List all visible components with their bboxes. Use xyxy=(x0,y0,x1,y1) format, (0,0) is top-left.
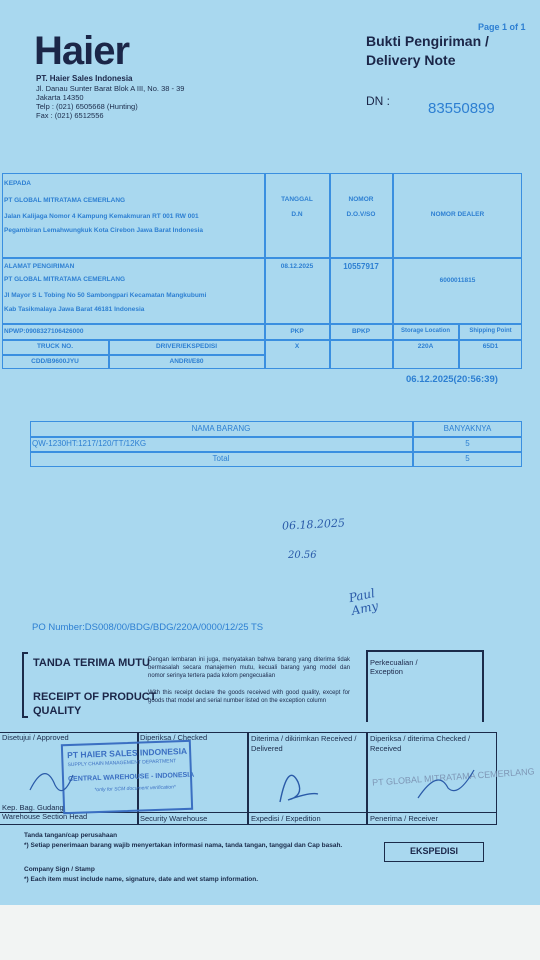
item-qty: 5 xyxy=(465,439,470,448)
doc-title xyxy=(366,32,489,70)
print-timestamp: 06.12.2025(20:56:39) xyxy=(406,374,498,385)
storage-value: 220A xyxy=(417,343,434,350)
doc-title-line: Delivery Note xyxy=(366,52,456,68)
nomor-value: 10557917 xyxy=(343,262,379,271)
alamat-address: Kab Tasikmalaya Jawa Barat 46181 Indonesia xyxy=(4,306,145,313)
haier-logo: Haier xyxy=(34,29,130,73)
receipt-text-id: Dengan lembaran ini juga, menyatakan bahwa barang yang diterima tidak bermasalah secara manajemen mutu, kecuali barang yang model dan nomor serinya tertera pada kolom pengecualian xyxy=(148,657,350,679)
receipt-text-en: With this receipt declare the goods received with good quality, except for goods that model and serial number listed on the exception column xyxy=(148,690,350,704)
alamat-label: ALAMAT PENGIRIMAN xyxy=(4,263,75,270)
pkp-label: PKP xyxy=(290,328,304,335)
alamat-name: PT GLOBAL MITRATAMA CEMERLANG xyxy=(4,276,126,283)
footer-note: *) Setiap penerimaan barang wajib menyertakan informasi nama, tanda tangan, tanggal dan Cap basah. xyxy=(24,842,343,849)
npwp: NPWP:0908327106426000 xyxy=(4,328,84,335)
address-line: Telp : (021) 6505668 (Hunting) xyxy=(36,102,138,111)
approved-label: Disetujui / Approved xyxy=(2,733,69,742)
alamat-address: Jl Mayor S L Tobing No 50 Sambongpari Kecamatan Mangkubumi xyxy=(4,292,207,299)
receipt-title-en xyxy=(33,690,156,718)
company-name: PT. Haier Sales Indonesia xyxy=(36,74,133,83)
po-number: PO Number:DS008/00/BDG/BDG/220A/0000/12/25 TS xyxy=(32,622,264,633)
expedition-label: Expedisi / Expedition xyxy=(251,814,321,823)
handwritten-date: 06.18.2025 xyxy=(281,516,346,533)
received-label: Diperiksa / diterima Checked / Received xyxy=(370,734,471,753)
warehouse-head-line: Warehouse Section Head xyxy=(2,812,88,821)
pkp-value: X xyxy=(294,343,300,350)
col-banyaknya: BANYAKNYA xyxy=(443,424,492,433)
stamp-text: CENTRAL WAREHOUSE - INDONESIA xyxy=(67,771,195,784)
receiver-stamp: PT GLOBAL MITRATAMA CEMERLANG xyxy=(371,766,535,788)
footer-note: *) Each item must include name, signature, date and wet stamp information. xyxy=(24,876,259,883)
receipt-left-bracket xyxy=(22,652,28,718)
storage-location-label: Storage Location xyxy=(400,328,450,334)
receiver-signature xyxy=(418,770,474,798)
doc-title-line: Bukti Pengiriman / xyxy=(366,33,489,49)
handwritten-time: 20.56 xyxy=(288,550,317,561)
dn-label: DN : xyxy=(366,94,390,108)
kepada-name: PT GLOBAL MITRATAMA CEMERLANG xyxy=(4,197,126,204)
dn-number: 83550899 xyxy=(428,100,495,117)
receipt-title-id: TANDA TERIMA MUTU xyxy=(33,657,150,669)
driver-value: ANDRI/E80 xyxy=(169,358,204,365)
checked-label: Diperiksa / Checked xyxy=(140,733,208,742)
address-line: Jakarta 14350 xyxy=(36,93,84,102)
truck-label: TRUCK NO. xyxy=(36,343,74,350)
address-line: Jl. Danau Sunter Barat Blok A III, No. 38 - 39 xyxy=(36,84,185,93)
footer-note: Tanda tangan/cap perusahaan xyxy=(24,832,118,839)
truck-value: CDD/B9600JYU xyxy=(31,358,79,365)
stamp-text: *only for SCM document verification* xyxy=(94,784,176,794)
receipt-title-en-line: RECEIPT OF PRODUCT xyxy=(33,691,157,703)
shipping-point-label: Shipping Point xyxy=(469,328,512,334)
bpkp-label: BPKP xyxy=(351,328,371,335)
receiver-label: Penerima / Receiver xyxy=(370,814,438,823)
nomor-dealer-label: NOMOR DEALER xyxy=(430,211,485,218)
exception-label: Perkecualian / Exception xyxy=(370,658,418,676)
kepada-address: Jalan Kalijaga Nomor 4 Kampung Kemakmuran RT 001 RW 001 xyxy=(4,213,199,220)
company-address xyxy=(36,84,184,120)
tanggal-label: TANGGAL xyxy=(281,196,313,203)
stamp-text: PT HAIER SALES INDONESIA xyxy=(67,745,188,761)
ekspedisi-box: EKSPEDISI xyxy=(384,842,484,862)
footer-note: Company Sign / Stamp xyxy=(24,866,95,873)
handwritten-signature: Paul Amy xyxy=(347,586,380,618)
total-value: 5 xyxy=(465,454,470,463)
col-nama-barang: NAMA BARANG xyxy=(191,424,251,433)
driver-label: DRIVER/EKSPEDISI xyxy=(155,343,218,350)
shipping-value: 65D1 xyxy=(482,343,499,350)
date-value: 08.12.2025 xyxy=(280,263,314,270)
address-line: Fax : (021) 6512556 xyxy=(36,111,104,120)
item-name: QW-1230HT:1217/120/TT/12KG xyxy=(32,439,147,448)
page-indicator: Page 1 of 1 xyxy=(478,22,526,32)
warehouse-head-label xyxy=(2,803,87,821)
kepada-label: KEPADA xyxy=(4,180,31,187)
signatures-svg xyxy=(0,740,497,812)
stamp-text: SUPPLY CHAIN MANAGEMENT DEPARTMENT xyxy=(67,758,177,769)
warehouse-head-line: Kep. Bag. Gudang xyxy=(2,803,64,812)
kepada-address: Pegambiran Lemahwungkuk Kota Cirebon Jawa Barat Indonesia xyxy=(4,227,204,234)
dealer-value: 6000011815 xyxy=(439,277,476,284)
total-label: Total xyxy=(212,454,230,463)
receipt-title-en-line: QUALITY xyxy=(33,705,82,717)
expedition-signature xyxy=(280,775,318,802)
nomor-label: NOMOR xyxy=(348,196,374,203)
delivered-label: Diterima / dikirimkan Received / Delivered xyxy=(251,734,357,753)
approved-signature xyxy=(30,774,73,791)
nomor-sub: D.O.V/SO xyxy=(346,211,376,218)
security-label: Security Warehouse xyxy=(140,814,208,823)
tanggal-sub: D.N xyxy=(291,211,303,218)
